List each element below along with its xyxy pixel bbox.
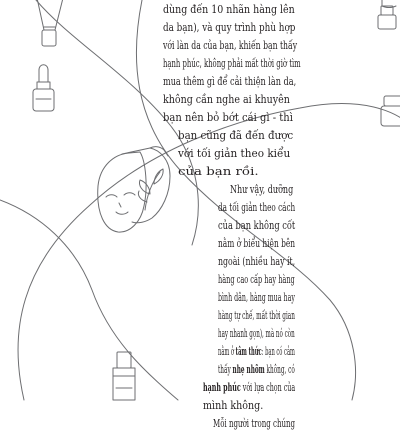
text-line bbox=[218, 343, 295, 359]
pump-dispenser-icon bbox=[378, 0, 396, 29]
text-line bbox=[163, 19, 295, 35]
text-segment: nằm ở bbox=[218, 344, 236, 358]
text-line bbox=[163, 1, 295, 17]
text-line bbox=[163, 91, 290, 107]
text-line bbox=[163, 37, 297, 53]
text-line bbox=[218, 325, 295, 341]
text-segment: nằm ở biểu hiện bên bbox=[218, 236, 296, 250]
emphasis-text: nhẹ nhõm bbox=[232, 362, 265, 376]
text-segment: Mỗi người trong chúng bbox=[213, 416, 296, 430]
text-segment: hay nhanh gọn), mà nó còn bbox=[218, 326, 295, 340]
text-segment: hàng cao cấp hay hàng bbox=[218, 272, 295, 286]
text-line bbox=[218, 271, 295, 287]
text-segment: bạn cũng đã đến được bbox=[178, 128, 294, 142]
text-segment: bạn nên bỏ bớt cái gì - thì bbox=[163, 110, 293, 124]
text-line bbox=[163, 73, 296, 89]
text-segment: của bạn rồi. bbox=[178, 164, 259, 178]
text-segment: của bạn không cốt bbox=[218, 218, 296, 232]
text-segment: với tối giản theo kiểu bbox=[178, 146, 291, 160]
text-segment: mua thêm gì để cải thiện làn da, bbox=[163, 74, 297, 88]
text-line bbox=[213, 415, 295, 431]
text-segment: ngoài (nhiều hay ít, bbox=[218, 254, 296, 268]
text-segment: không cần nghe ai khuyên bbox=[163, 92, 290, 106]
text-line bbox=[203, 379, 295, 395]
text-segment: : bạn có cảm bbox=[261, 344, 295, 358]
flowing-line-4 bbox=[0, 200, 178, 400]
text-segment: thấy bbox=[218, 362, 233, 376]
text-segment: với lựa chọn của bbox=[240, 380, 296, 394]
text-line bbox=[203, 397, 263, 413]
text-line bbox=[163, 55, 301, 71]
text-segment: hạnh phúc, không phải mất thời giờ tìm bbox=[163, 56, 301, 70]
text-segment: mình không. bbox=[203, 398, 264, 412]
text-line bbox=[218, 199, 295, 215]
text-segment: không, có bbox=[264, 362, 295, 376]
text-segment: với làn da của bạn, khiến bạn thấy bbox=[163, 38, 298, 52]
emphasis-text: tâm thức bbox=[235, 344, 262, 358]
text-line bbox=[218, 361, 295, 377]
text-segment: da tối giản theo cách bbox=[218, 200, 296, 214]
text-line bbox=[218, 217, 295, 233]
text-segment: hàng tự chế, mất thời gian bbox=[218, 308, 295, 322]
text-line bbox=[230, 181, 293, 197]
text-segment: dùng đến 10 nhãn hàng lên bbox=[163, 2, 295, 16]
text-line bbox=[178, 163, 259, 179]
text-line bbox=[218, 307, 295, 323]
dropper-bottle-icon bbox=[33, 65, 54, 111]
text-line bbox=[178, 127, 293, 143]
text-line bbox=[163, 109, 293, 125]
cream-jar-icon bbox=[381, 96, 400, 126]
text-line bbox=[178, 145, 290, 161]
text-line bbox=[218, 289, 295, 305]
text-segment: Như vậy, dưỡng bbox=[230, 182, 294, 196]
text-segment: bình dân, hàng mua hay bbox=[218, 290, 295, 304]
emphasis-text: hạnh phúc bbox=[203, 380, 241, 394]
text-segment: da bạn), và quy trình phù hợp bbox=[163, 20, 296, 34]
text-line bbox=[218, 253, 295, 269]
text-line bbox=[218, 235, 295, 251]
toner-bottle-icon bbox=[113, 352, 135, 400]
